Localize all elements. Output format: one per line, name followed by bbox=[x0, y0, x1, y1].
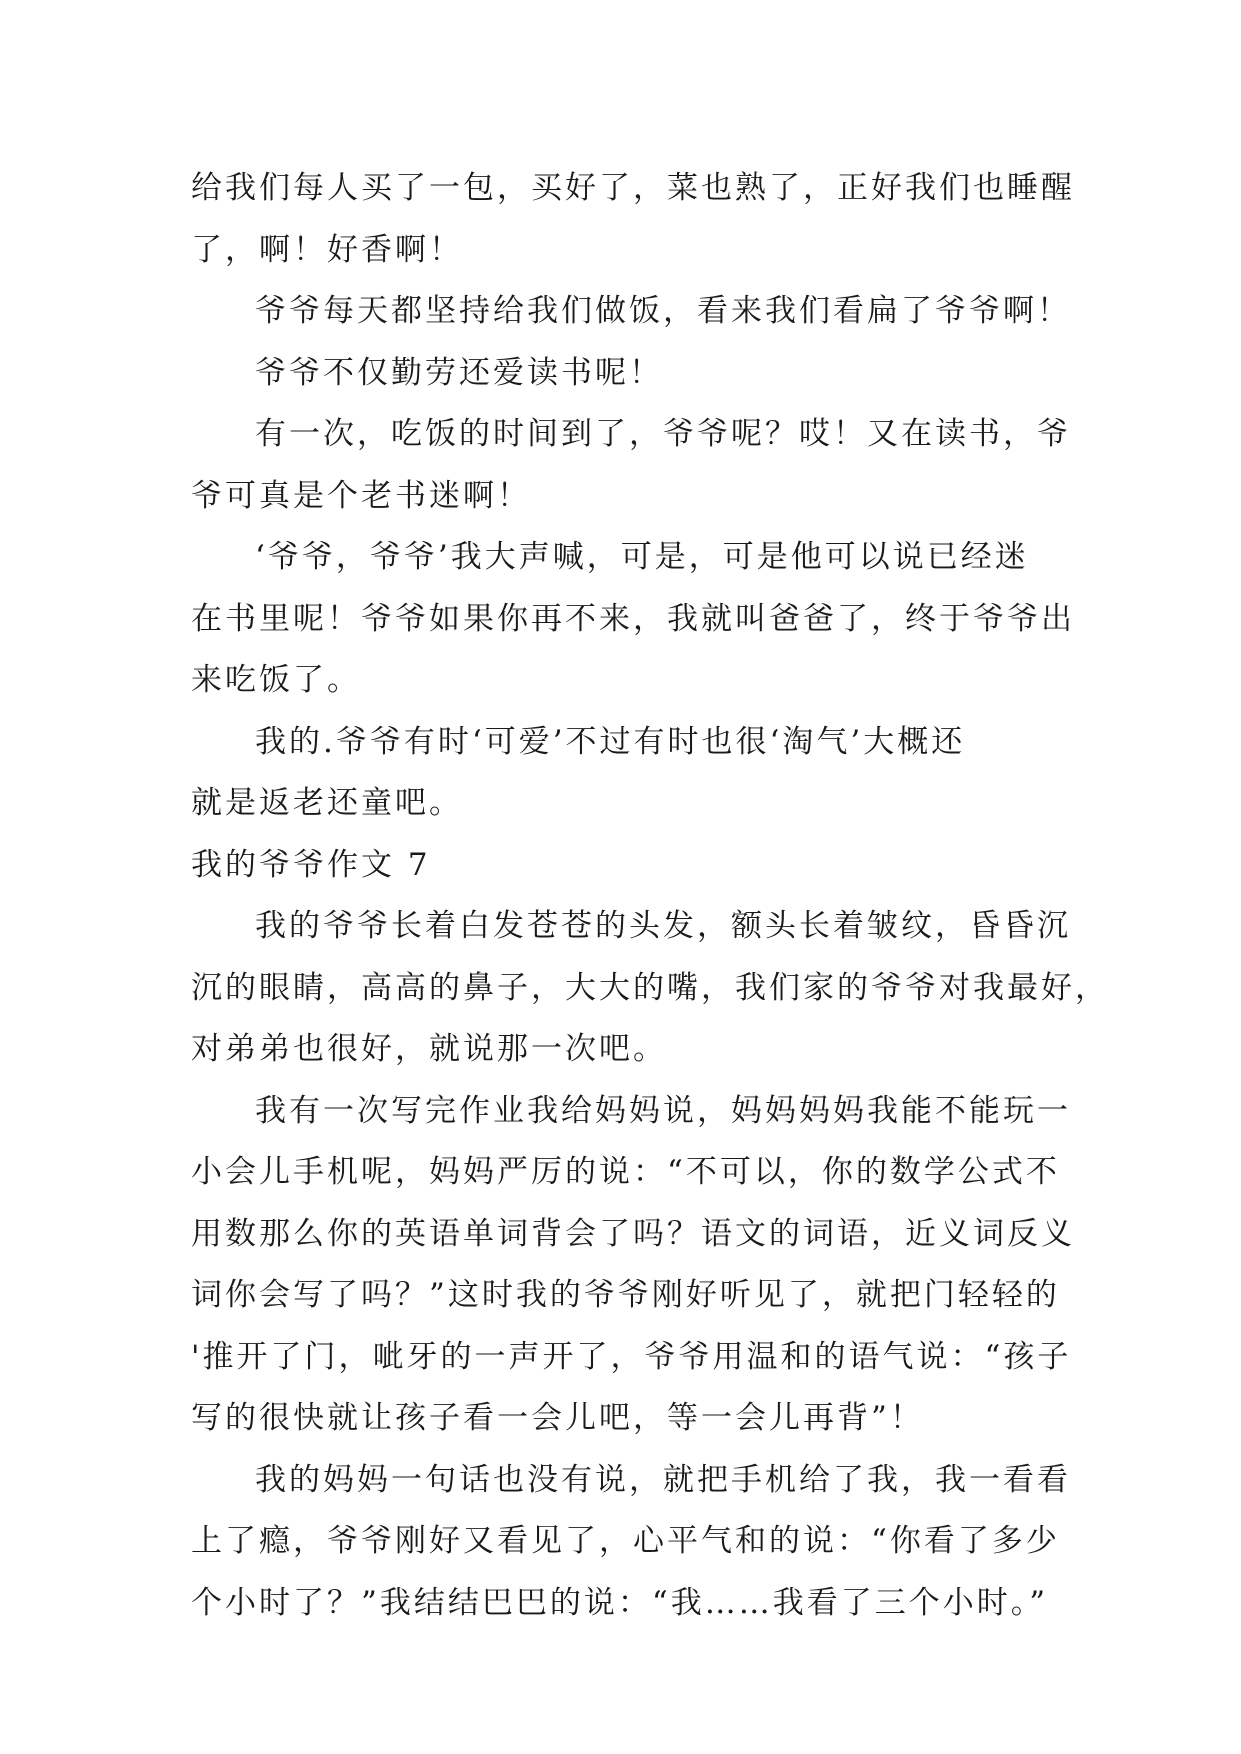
text-line: 有一次，吃饭的时间到了，爷爷呢？哎！又在读书，爷 bbox=[255, 416, 1071, 452]
text-line: 爷可真是个老书迷啊！ bbox=[191, 477, 531, 514]
document-body bbox=[191, 158, 1109, 1634]
text-line: 我的.爷爷有时‘可爱’不过有时也很‘淘气’大概还 bbox=[255, 723, 966, 760]
text-line: 用数那么你的英语单词背会了吗？语文的词语，近义词反义 bbox=[191, 1215, 1075, 1252]
text-line: '推开了门，呲牙的一声开了，爷爷用温和的语气说：“孩子 bbox=[191, 1338, 1072, 1375]
text-line: 来吃饭了。 bbox=[191, 662, 361, 698]
text-line: 我的妈妈一句话也没有说，就把手机给了我，我一看看 bbox=[255, 1461, 1071, 1498]
text-line: 我的爷爷长着白发苍苍的头发，额头长着皱纹，昏昏沉 bbox=[255, 908, 1071, 944]
text-line: 词你会写了吗？”这时我的爷爷刚好听见了，就把门轻轻的 bbox=[191, 1277, 1060, 1313]
text-line: 了，啊！好香啊！ bbox=[191, 231, 463, 268]
text-line: 沉的眼睛，高高的鼻子，大大的嘴，我们家的爷爷对我最好， bbox=[191, 969, 1109, 1006]
text-line: 我的爷爷作文 7 bbox=[191, 846, 431, 883]
text-line: 上了瘾，爷爷刚好又看见了，心平气和的说：“你看了多少 bbox=[191, 1523, 1060, 1559]
text-line: 小会儿手机呢，妈妈严厉的说：“不可以，你的数学公式不 bbox=[191, 1154, 1060, 1190]
text-line: 爷爷不仅勤劳还爱读书呢！ bbox=[255, 354, 663, 391]
text-line: 给我们每人买了一包，买好了，菜也熟了，正好我们也睡醒 bbox=[191, 170, 1075, 206]
text-line: 就是返老还童吧。 bbox=[191, 785, 463, 821]
text-line: 个小时了？”我结结巴巴的说：“我……我看了三个小时。” bbox=[191, 1584, 1049, 1621]
text-line: 写的很快就让孩子看一会儿吧，等一会儿再背”！ bbox=[191, 1400, 924, 1436]
text-line: 对弟弟也很好，就说那一次吧。 bbox=[191, 1031, 667, 1067]
text-line: 爷爷每天都坚持给我们做饭，看来我们看扁了爷爷啊！ bbox=[255, 293, 1071, 329]
text-line: 在书里呢！爷爷如果你再不来，我就叫爸爸了，终于爷爷出 bbox=[191, 600, 1075, 637]
text-line: ‘爷爷，爷爷’我大声喊，可是，可是他可以说已经迷 bbox=[255, 539, 1029, 575]
text-line: 我有一次写完作业我给妈妈说，妈妈妈妈我能不能玩一 bbox=[255, 1092, 1071, 1129]
